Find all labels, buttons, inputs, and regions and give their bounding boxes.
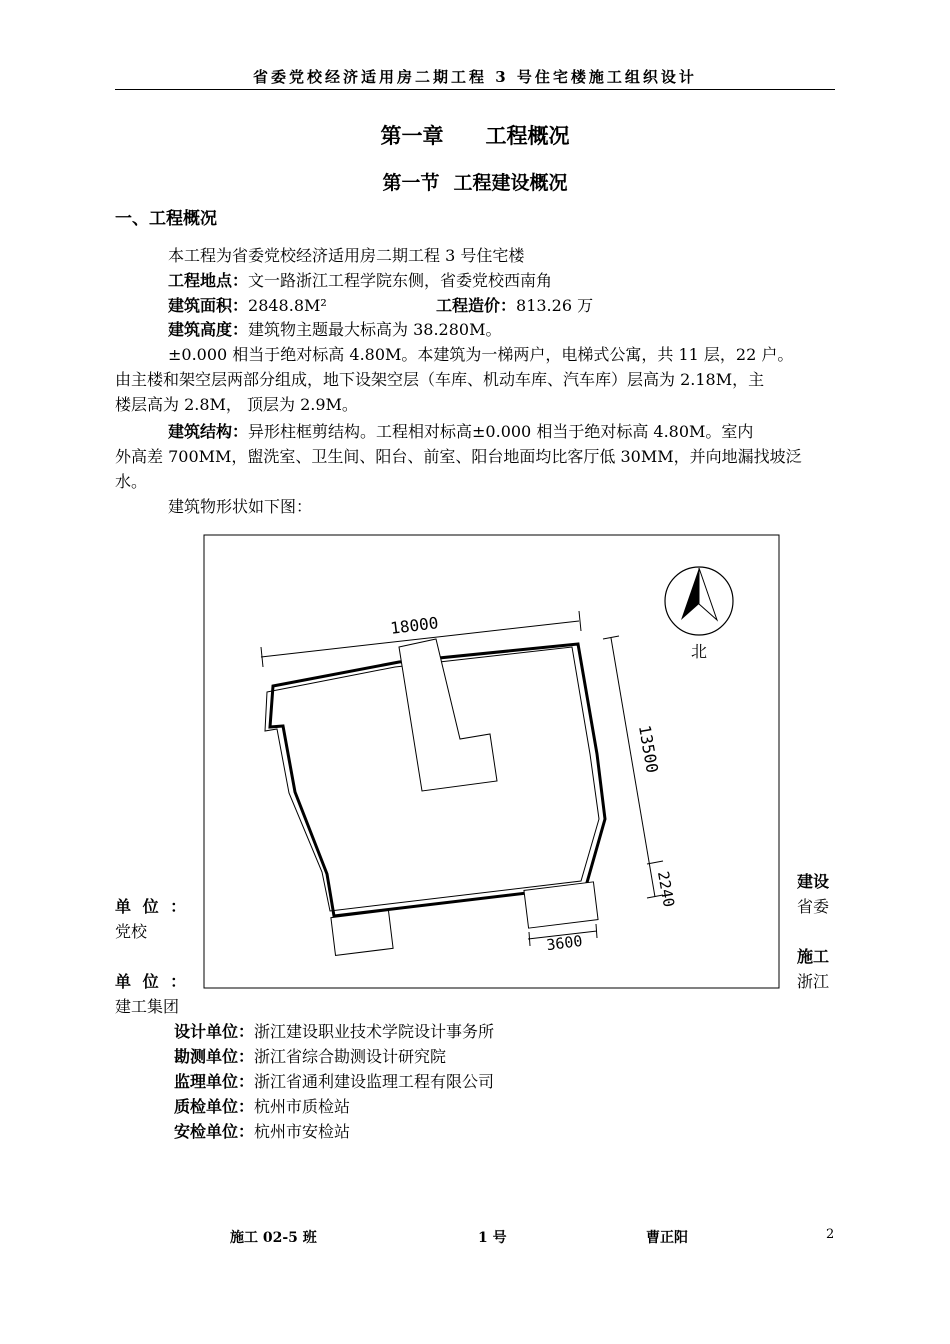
unit-value: 浙江省综合勘测设计研究院 [254,1047,447,1066]
page-number: 2 [826,1227,835,1242]
dim-offset-label: 2240 [653,869,678,909]
unit-row [174,1044,494,1069]
side-label-left-1b: 党校 [115,922,148,941]
area-label: 建筑面积： [168,296,249,315]
para1-line2: 由主楼和架空层两部分组成，地下设架空层（车库、机动车库、汽车库）层高为 2.18M，主 [115,370,765,389]
footer-class: 施工 02-5 班 [230,1230,317,1246]
page-header-title: 省委党校经济适用房二期工程 3 号住宅楼施工组织设计 [253,68,697,86]
location-value: 文一路浙江工程学院东侧，省委党校西南角 [248,271,553,290]
section-name: 工程建设概况 [453,172,568,194]
units-list [174,1019,494,1144]
footer-number: 1 号 [478,1230,507,1246]
height-value: 建筑物主题最大标高为 38.280M。 [248,320,502,339]
section-heading [115,168,835,195]
north-label: 北 [690,642,708,661]
structure-label: 建筑结构： [168,422,249,441]
para1-line1: ±0.000 相当于绝对标高 4.80M。本建筑为一梯两户，电梯式公寓，共 11 层，22 户。 [168,345,794,364]
chapter-name: 工程概况 [485,123,570,148]
chapter-number: 第一章 [380,123,444,148]
unit-row [174,1069,494,1094]
unit-value: 浙江省通利建设监理工程有限公司 [254,1072,495,1091]
height-line [115,318,835,343]
structure-line2: 外高差 700MM，盥洗室、卫生间、阳台、前室、阳台地面均比客厅低 30MM，并向地漏找坡泛 [115,447,802,466]
side-label-right-2: 施工 [797,947,830,966]
structure-line1 [115,420,835,445]
dim-width-label: 18000 [389,613,440,638]
unit-value: 浙江建设职业技术学院设计事务所 [254,1022,495,1041]
structure-value: 异形柱框剪结构。工程相对标高±0.000 相当于绝对标高 4.80M。室内 [248,422,754,441]
subsection-title: 一、工程概况 [115,209,217,229]
annex-right [524,882,598,928]
chapter-heading [115,120,835,150]
annex-left [331,911,393,956]
unit-row [174,1119,494,1144]
location-label: 工程地点： [168,271,249,290]
unit-row [174,1094,494,1119]
unit-label: 安检单位： [174,1122,255,1141]
unit-row [174,1019,494,1044]
unit-value: 杭州市安检站 [254,1122,351,1141]
building-plan-figure [203,534,780,989]
figure-caption: 建筑物形状如下图： [168,497,313,516]
unit-label: 勘测单位： [174,1047,255,1066]
dim-small-label: 3600 [545,931,584,955]
structure-line3: 水。 [115,472,148,491]
north-arrow-icon [665,567,733,635]
side-label-left-2b: 建工集团 [115,997,180,1016]
unit-label: 监理单位： [174,1072,255,1091]
cost-label: 工程造价： [436,296,517,315]
side-label-left-2: 单 位 ： [115,972,190,991]
location-line [115,269,835,294]
dim-depth-label: 13500 [634,723,662,775]
section-number: 第一节 [382,172,440,194]
intro-line: 本工程为省委党校经济适用房二期工程 3 号住宅楼 [168,246,525,265]
cost-line [436,294,593,319]
para1-line3: 楼层高为 2.8M， 顶层为 2.9M。 [115,395,358,414]
header-divider [115,89,835,90]
unit-label: 质检单位： [174,1097,255,1116]
unit-value: 杭州市质检站 [254,1097,351,1116]
side-label-right-1: 建设 [797,872,830,891]
cost-value: 813.26 万 [516,296,594,315]
unit-label: 设计单位： [174,1022,255,1041]
side-label-left-1: 单 位 ： [115,897,190,916]
side-label-right-1b: 省委 [797,897,830,916]
height-label: 建筑高度： [168,320,249,339]
side-label-right-2b: 浙江 [797,972,830,991]
footer-name: 曹正阳 [646,1230,688,1246]
area-value: 2848.8M² [248,296,327,315]
